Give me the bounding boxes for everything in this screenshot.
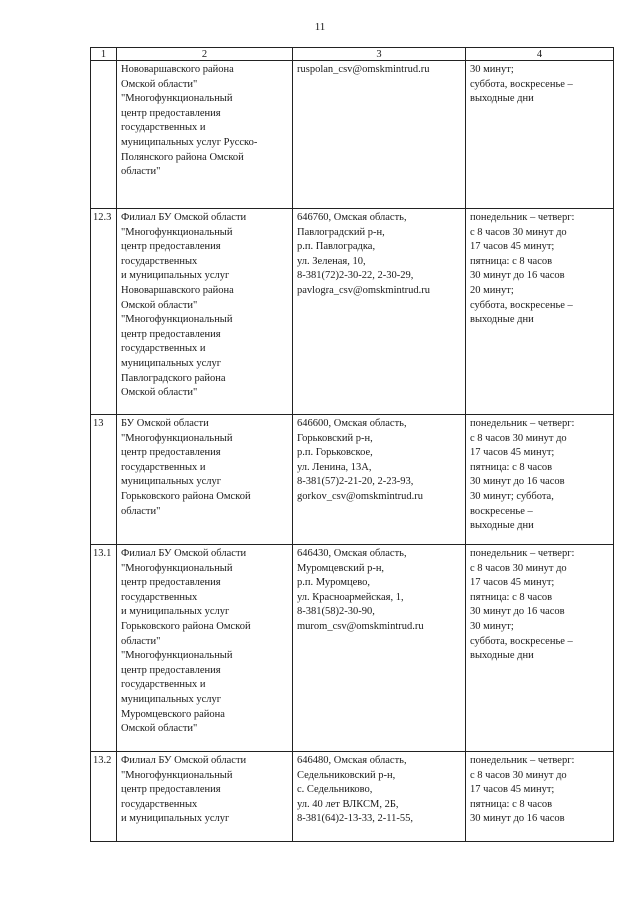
text-line: 646430, Омская область, [297, 548, 407, 559]
text-line: муниципальных услуг [121, 693, 222, 705]
text-line: Муромцевский р-н, [297, 562, 385, 574]
row-number: 13 [91, 415, 117, 545]
org-cell [117, 752, 293, 842]
text-line: "Многофункциональный [121, 650, 233, 662]
org-cell [117, 209, 293, 415]
text-line: 30 минут до 16 часов [470, 606, 565, 618]
text-line: Омской области" [121, 723, 198, 735]
text-line: "Многофункциональный [121, 432, 233, 444]
text-line: ruspolan_csv@omskmintrud.ru [297, 64, 430, 75]
text-line: 30 минут до 16 часов [470, 270, 565, 282]
text-line: Омской области" [121, 387, 198, 399]
row-number: 12.3 [91, 209, 117, 415]
text-line: пятница: с 8 часов [470, 461, 553, 473]
table-row [91, 61, 614, 209]
text-line: понедельник – четверг: [470, 418, 575, 429]
text-line: БУ Омской области [121, 418, 209, 429]
text-line: Павлоградского района [121, 372, 226, 384]
org-cell [117, 415, 293, 545]
text-line: центр предоставления [121, 784, 221, 796]
text-line: с 8 часов 30 минут до [470, 562, 567, 574]
text-line: 30 минут до 16 часов [470, 813, 565, 825]
text-line: с 8 часов 30 минут до [470, 226, 567, 238]
text-line: 646760, Омская область, [297, 212, 407, 223]
row-number [91, 61, 117, 209]
text-line: центр предоставления [121, 447, 221, 459]
text-line: 17 часов 45 минут; [470, 784, 555, 796]
text-line: государственных и [121, 343, 206, 355]
text-line: 20 минут; [470, 284, 514, 296]
text-line: "Многофункциональный [121, 93, 233, 105]
text-line: 30 минут; [470, 64, 514, 75]
text-line: 17 часов 45 минут; [470, 577, 555, 589]
text-line: р.п. Павлоградка, [297, 241, 376, 253]
text-line: и муниципальных услуг [121, 270, 230, 282]
hours-cell [466, 61, 614, 209]
text-line: области" [121, 166, 161, 178]
text-line: центр предоставления [121, 241, 221, 253]
address-cell [293, 752, 466, 842]
text-line: пятница: с 8 часов [470, 255, 553, 267]
hours-cell [466, 545, 614, 752]
text-line: области" [121, 635, 161, 647]
text-line: с. Седельниково, [297, 784, 373, 796]
text-line: ул. Красноармейская, 1, [297, 591, 404, 603]
text-line: Горьковского района Омской [121, 620, 251, 632]
text-line: 30 минут; суббота, [470, 490, 554, 502]
text-line: Омской области" [121, 78, 198, 90]
text-line: области" [121, 505, 161, 517]
text-line: "Многофункциональный [121, 314, 233, 326]
text-line: "Многофункциональный [121, 226, 233, 238]
text-line: муниципальных услуг [121, 476, 222, 488]
text-line: р.п. Муромцево, [297, 577, 371, 589]
text-line: gorkov_csv@omskmintrud.ru [297, 490, 424, 502]
text-line: 8-381(64)2-13-33, 2-11-55, [297, 813, 413, 825]
text-line: муниципальных услуг [121, 357, 222, 369]
text-line: ул. 40 лет ВЛКСМ, 2Б, [297, 798, 399, 810]
text-line: государственных [121, 798, 198, 810]
text-line: суббота, воскресенье – [470, 635, 573, 647]
org-cell [117, 545, 293, 752]
table-row [91, 545, 614, 752]
text-line: центр предоставления [121, 328, 221, 340]
text-line: Горьковского района Омской [121, 490, 251, 502]
text-line: 646480, Омская область, [297, 755, 407, 766]
text-line: государственных и [121, 461, 206, 473]
text-line: 17 часов 45 минут; [470, 241, 555, 253]
text-line: и муниципальных услуг [121, 606, 230, 618]
text-line: Филиал БУ Омской области [121, 755, 247, 766]
text-line: пятница: с 8 часов [470, 591, 553, 603]
text-line: 30 минут до 16 часов [470, 476, 565, 488]
text-line: государственных [121, 591, 198, 603]
text-line: пятница: с 8 часов [470, 798, 553, 810]
text-line: pavlogra_csv@omskmintrud.ru [297, 284, 431, 296]
text-line: 8-381(72)2-30-22, 2-30-29, [297, 270, 414, 282]
text-line: понедельник – четверг: [470, 212, 575, 223]
address-cell [293, 61, 466, 209]
text-line: Седельниковский р-н, [297, 769, 396, 781]
hours-cell [466, 752, 614, 842]
text-line: центр предоставления [121, 577, 221, 589]
text-line: "Многофункциональный [121, 562, 233, 574]
text-line: 646600, Омская область, [297, 418, 407, 429]
text-line: "Многофункциональный [121, 769, 233, 781]
text-line: выходные дни [470, 520, 534, 532]
table-header-row [91, 48, 614, 61]
text-line: муниципальных услуг Русско- [121, 136, 258, 148]
column-header-1: 1 [91, 48, 117, 61]
text-line: центр предоставления [121, 107, 221, 119]
text-line: Полянского района Омской [121, 151, 244, 163]
text-line: выходные дни [470, 93, 534, 105]
text-line: Нововаршавского района [121, 284, 234, 296]
text-line: выходные дни [470, 314, 534, 326]
text-line: р.п. Горьковское, [297, 447, 373, 459]
text-line: Омской области" [121, 299, 198, 311]
text-line: государственных [121, 255, 198, 267]
text-line: Нововаршавского района [121, 64, 234, 75]
text-line: 17 часов 45 минут; [470, 447, 555, 459]
text-line: государственных и [121, 122, 206, 134]
text-line: Филиал БУ Омской области [121, 212, 247, 223]
text-line: понедельник – четверг: [470, 548, 575, 559]
address-cell [293, 209, 466, 415]
text-line: воскресенье – [470, 505, 533, 517]
text-line: 30 минут; [470, 620, 514, 632]
text-line: выходные дни [470, 650, 534, 662]
table-row [91, 209, 614, 415]
table-row [91, 752, 614, 842]
org-cell [117, 61, 293, 209]
address-cell [293, 415, 466, 545]
text-line: суббота, воскресенье – [470, 299, 573, 311]
text-line: Павлоградский р-н, [297, 226, 385, 238]
text-line: Муромцевского района [121, 708, 225, 720]
text-line: Филиал БУ Омской области [121, 548, 247, 559]
row-number: 13.2 [91, 752, 117, 842]
column-header-4: 4 [466, 48, 614, 61]
hours-cell [466, 415, 614, 545]
text-line: центр предоставления [121, 664, 221, 676]
text-line: с 8 часов 30 минут до [470, 432, 567, 444]
row-number: 13.1 [91, 545, 117, 752]
text-line: и муниципальных услуг [121, 813, 230, 825]
text-line: суббота, воскресенье – [470, 78, 573, 90]
text-line: 8-381(58)2-30-90, [297, 606, 375, 618]
page-number: 11 [314, 21, 326, 33]
text-line: государственных и [121, 679, 206, 691]
column-header-2: 2 [117, 48, 293, 61]
text-line: 8-381(57)2-21-20, 2-23-93, [297, 476, 414, 488]
text-line: ул. Зеленая, 10, [297, 255, 366, 267]
text-line: с 8 часов 30 минут до [470, 769, 567, 781]
address-cell [293, 545, 466, 752]
text-line: понедельник – четверг: [470, 755, 575, 766]
text-line: ул. Ленина, 13А, [297, 461, 372, 473]
hours-cell [466, 209, 614, 415]
text-line: murom_csv@omskmintrud.ru [297, 620, 424, 632]
text-line: Горьковский р-н, [297, 432, 373, 444]
mfc-table [90, 47, 614, 842]
table-row [91, 415, 614, 545]
column-header-3: 3 [293, 48, 466, 61]
